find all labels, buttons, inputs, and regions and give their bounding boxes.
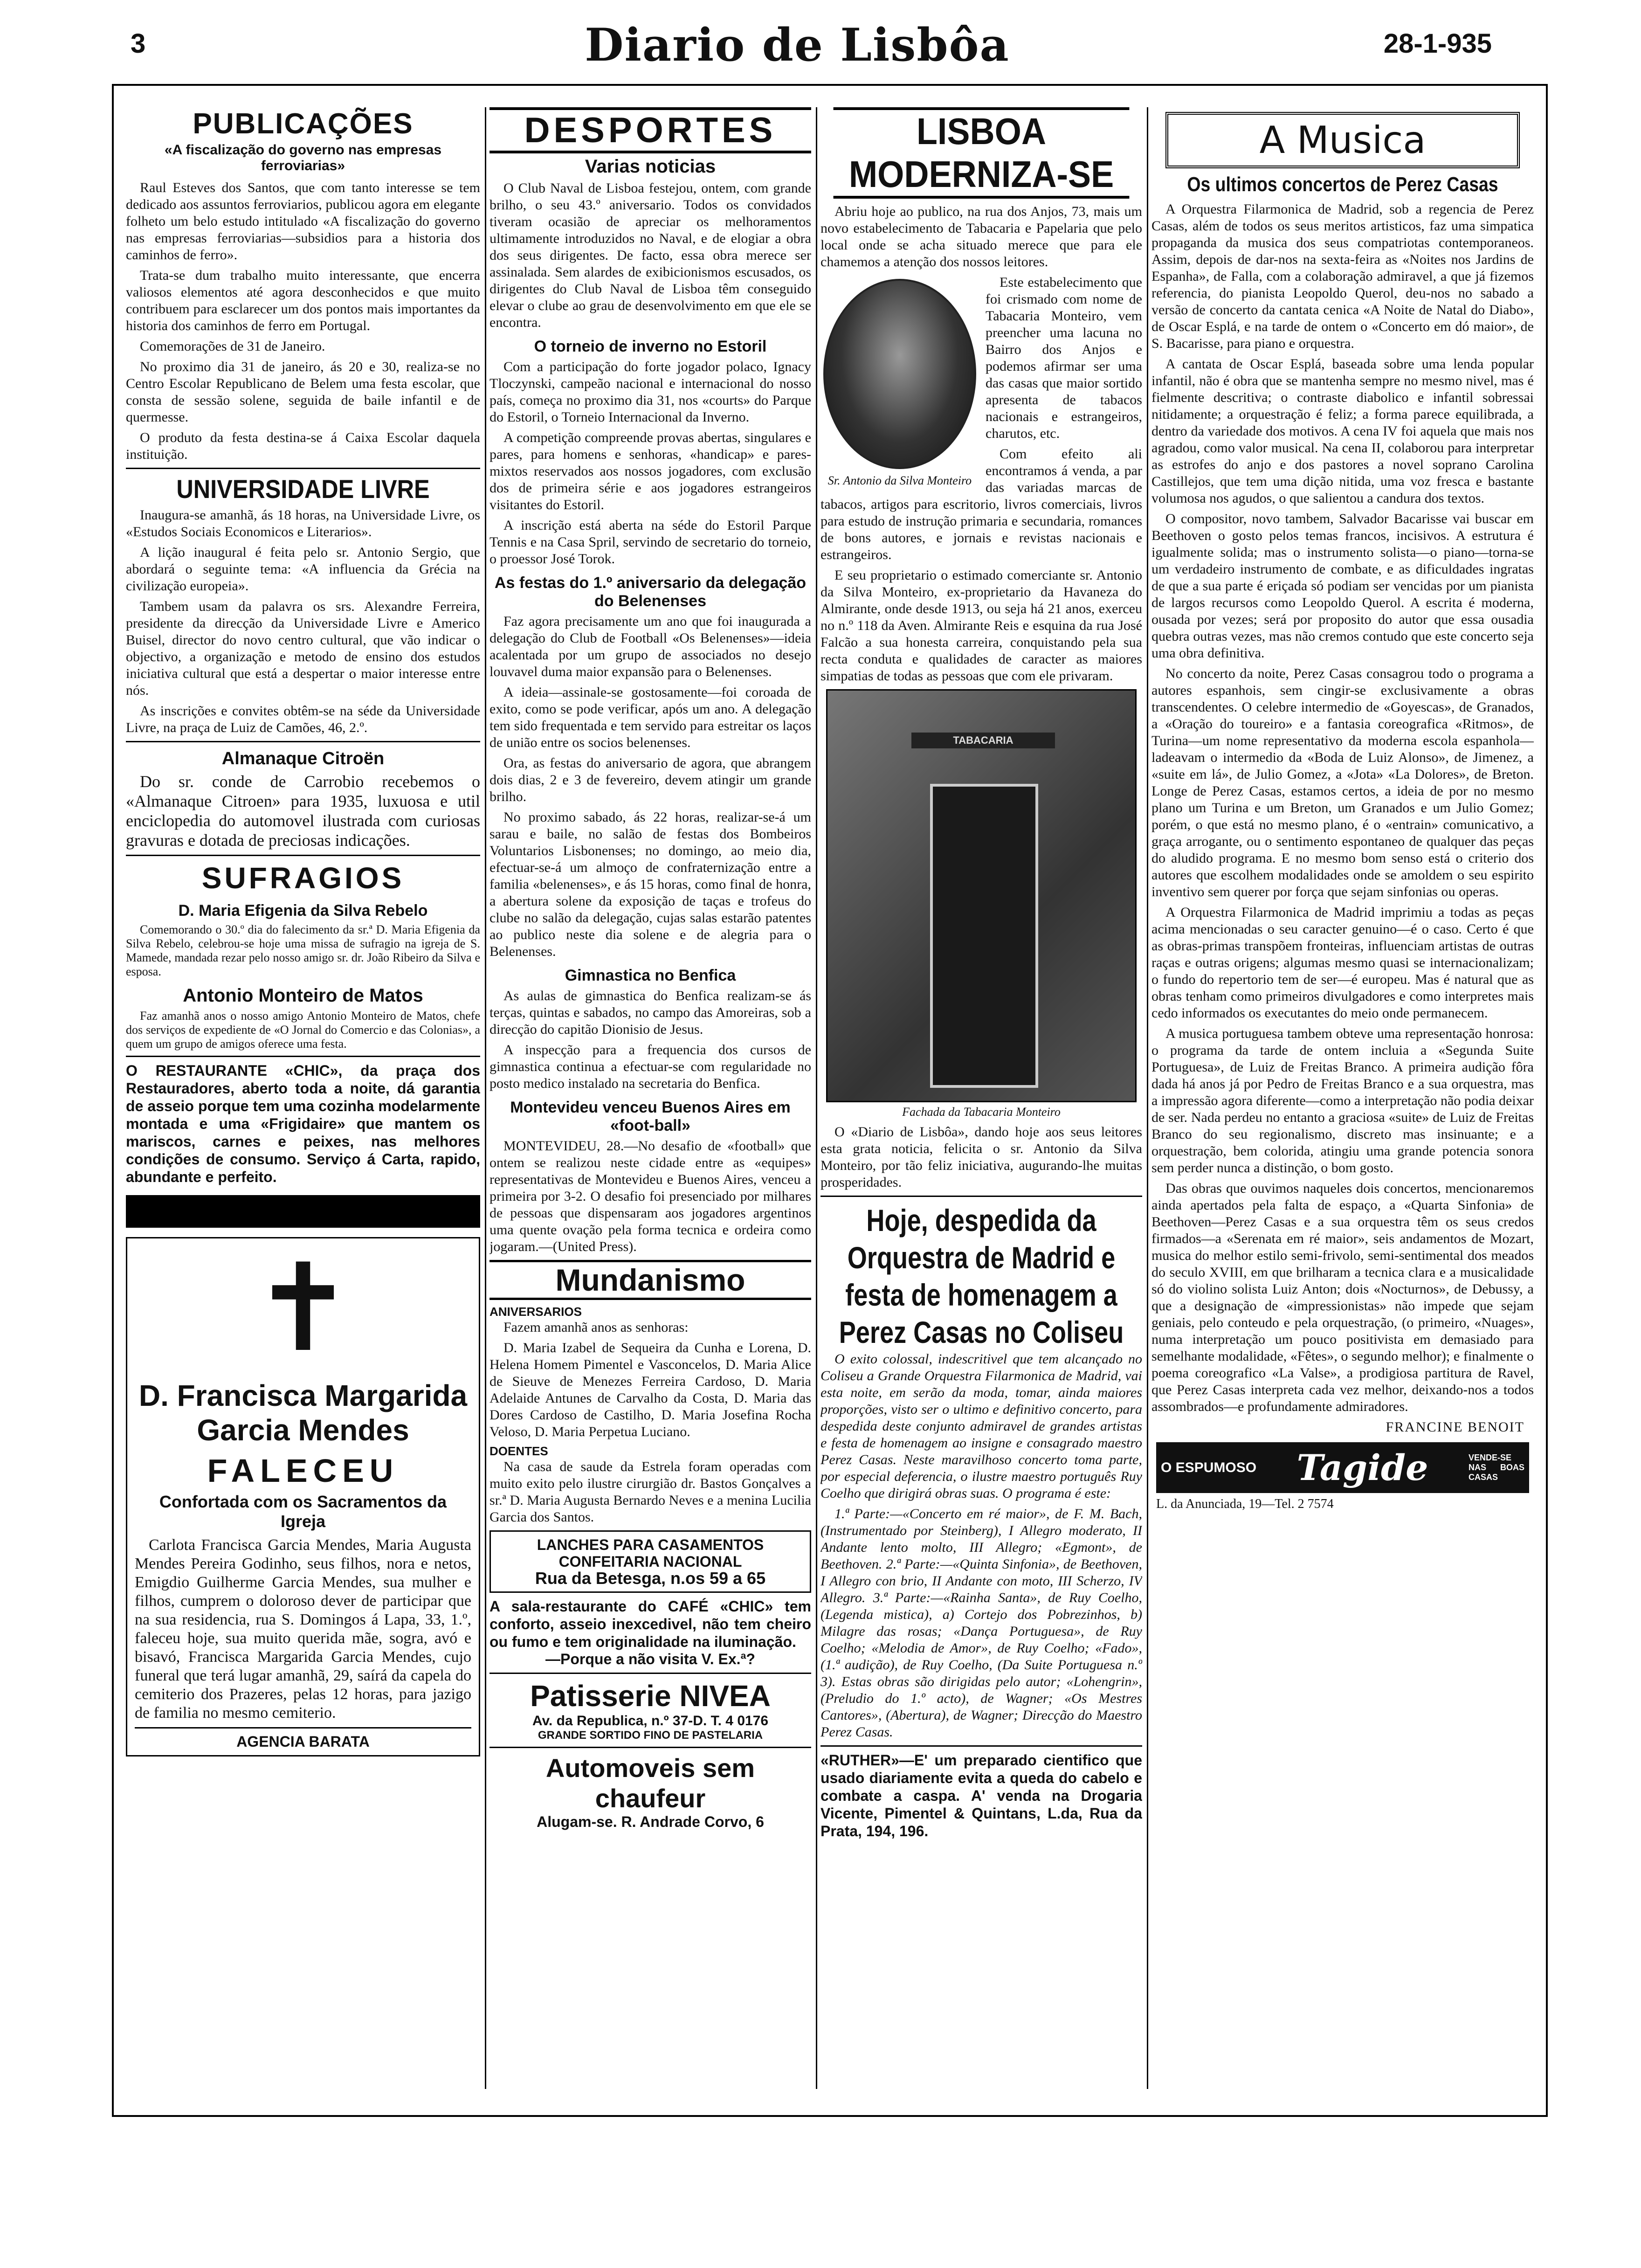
varias-title: Varias noticias <box>585 156 716 177</box>
paragraph: A musica portuguesa tambem obteve uma representação honrosa: o programa da tarde de ontem incluia a «Segunda Suite Portuguesa», de Luiz de Freitas Branco. A primeira audição fôra dada há anos já por Pedro de Freitas Branco e a sua orquestra, mas a impressão agora diferente—como a interpretação não podia deixar de ser. Nada perdeu no entanto a graciosa «suite» de Luiz de Freitas Branco do seu regionalismo, discreto mas insinuante; e a orquestração, bem colorida, atingiu uma grande potencia sonora sem perder nunca a distinção, o bom gosto. <box>1151 1026 1534 1175</box>
portrait-caption: Sr. Antonio da Silva Monteiro <box>827 474 972 487</box>
divider <box>490 1747 811 1748</box>
paragraph: MONTEVIDEU, 28.—No desafio de «football» que ontem se realizou neste cidade entre as «equipes» representativas de Montevideu e Buenos Aires, venceu a primeira por 3-2. O desafio foi presenciado por milhares de pessoas que dispensaram aos jogadores argentinos uma quente ovação pela forma tecnica e ordeira como jogaram.—(United Press). <box>490 1138 811 1254</box>
almanaque-text: Do sr. conde de Carrobio recebemos o «Almanaque Citroen» para 1935, luxuosa e util enciclopedia do automovel ilustrada com curiosas gravuras e dotada de preciosas indicações. <box>126 772 480 850</box>
musica-title-box <box>1165 112 1520 168</box>
paragraph: Comemorações de 31 de Janeiro. <box>140 339 325 354</box>
obituary-text: Carlota Francisca Garcia Mendes, Maria Augusta Mendes Pereira Godinho, seus filhos, nora e netos, Emigdio Guilherme Garcia Mendes, sua mulher e filhos, cumprem o doloroso dever de participar que na sua residencia, rua S. Domingos á Lapa, 33, 1.º, faleceu hoje, sua muito querida mãe, sogra, avó e bisavó, Francisca Margarida Garcia Mendes, cujo funeral que terá lugar amanhã, 29, saírá da capela do cemiterio dos Prazeres, pelas 12 horas, para jazigo de familia no mesmo cemiterio. <box>135 1536 471 1722</box>
paragraph: D. Maria Izabel de Sequeira da Cunha e Lorena, D. Helena Homem Pimentel e Vasconcelos, D. Maria Alice de Sieuve de Menezes Ferreira Cardoso, D. Maria Adelaide Antunes de Carvalho da Costa, D. Maria das Dores Cardoso de Castilho, D. Maria Josefina Rocha Veloso, D. Maria Perpetua Luciano. <box>490 1340 811 1439</box>
automoveis-address: Alugam-se. R. Andrade Corvo, 6 <box>537 1813 764 1830</box>
divider <box>126 741 480 742</box>
sufragios-text-2: Faz amanhã anos o nosso amigo Antonio Monteiro de Matos, chefe dos serviços de expediente de «O Jornal do Comercio e das Colonias», a quem um grupo de amigos oferece uma festa. <box>126 1009 480 1051</box>
sufragios-name-1: D. Maria Efigenia da Silva Rebelo <box>178 902 428 920</box>
cafe-chic-tagline: —Porque a não visita V. Ex.ª? <box>545 1651 755 1667</box>
column-rule <box>485 107 486 2089</box>
divider <box>820 1745 1142 1747</box>
tagide-address: L. da Anunciada, 19—Tel. 2 7574 <box>1156 1497 1334 1511</box>
divider <box>126 468 480 469</box>
section-title-publicacoes: PUBLICAÇÕES <box>193 108 414 140</box>
paragraph: O «Diario de Lisbôa», dando hoje aos seus leitores esta grata noticia, felicita o sr. Antonio da Silva Monteiro, por tão feliz iniciativa, augurando-lhe muitas prosperidades. <box>820 1124 1142 1190</box>
section-title-universidade: UNIVERSIDADE LIVRE <box>176 474 430 504</box>
orquestra-title: Hoje, despedida da Orquestra de Madrid e festa de homenagem a Perez Casas no Coliseu <box>839 1203 1124 1349</box>
paragraph: Com efeito ali encontramos á venda, a par das variadas marcas de tabacos, artigos para escritorio, livros comerciais, livros para estudo de instrução primaria e secundaria, romances de bons autores, e jornais e revistas nacionais e estrangeiros. <box>820 446 1142 562</box>
paragraph: A competição compreende provas abertas, singulares e pares, para homens e senhoras, «handicap» e pares-mixtos reservados aos nossos jogadores, com exclusão dos de primeira série e aos jogadores estrangeiros visitantes do Estoril. <box>490 430 811 512</box>
paragraph: A lição inaugural é feita pelo sr. Antonio Sergio, que abordará o seguinte tema: «A influencia da Grécia na civilização europeia». <box>126 545 480 594</box>
orquestra-text: O exito colossal, indescritivel que tem alcançado no Coliseu a Grande Orquestra Filarmonica de Madrid, vai esta noite, em serão da moda, tomar, ainda maiores proporções, visto ser o ultimo e definitivo concerto, para despedida deste conjunto admiravel de grandes artistas e festa de homenagem ao insigne e consagrado maestro Perez Casas. Neste maravilhoso concerto toma parte, por especial deferencia, o ilustre maestro português Ruy Coelho que dirigirá obras suas. O programa é este: <box>820 1351 1142 1501</box>
paragraph: A inscrição está aberta na séde do Estoril Parque Tennis e na Casa Spril, servindo de secretario do torneio, o proessor José Torok. <box>490 518 811 567</box>
tagide-tagline: VENDE-SE NAS BOAS CASAS <box>1469 1453 1524 1482</box>
paragraph: No proximo sabado, ás 22 horas, realizar-se-á um sarau e baile, no salão de festas dos Bombeiros Voluntarios Lisbonenses; no domingo, ao meio dia, efectuar-se-á um almoço de confraternização entre a familia «belenenses», e ás 15 horas, como final de honra, a abertura solene da exposição de taças e trofeus do clube no salão da delegação, cujas salas estarão patentes ao publico neste dia solene e de alegria para o Belenenses. <box>490 809 811 959</box>
paragraph: As aulas de gimnastica do Benfica realizam-se ás terças, quintas e sabados, no campo das Amoreiras, sob a direcção do capitão Dionisio de Jesus. <box>490 988 811 1037</box>
facade-photo <box>826 689 1137 1102</box>
musica-subtitle: Os ultimos concertos de Perez Casas <box>1187 173 1498 196</box>
festas-title: As festas do 1.º aniversario da delegação do Belenenses <box>494 574 807 610</box>
paragraph: No proximo dia 31 de janeiro, ás 20 e 30, realiza-se no Centro Escolar Republicano de Belem uma festa escolar, que consta de sessão solene, seguida de baile infantil e de quermesse. <box>126 359 480 425</box>
torneio-title: O torneio de inverno no Estoril <box>534 338 767 355</box>
paragraph: Abriu hoje ao publico, na rua dos Anjos, 73, mais um novo estabelecimento de Tabacaria e Papelaria que pelo local onde se acha situado merece que para ele chamemos a atenção dos nossos leitores. <box>820 204 1142 270</box>
divider <box>126 1056 480 1057</box>
facade-doorway <box>930 784 1038 1088</box>
column-4 <box>1151 107 1534 2094</box>
obituary-name: D. Francisca Margarida Garcia Mendes <box>138 1379 468 1447</box>
portrait-photo <box>823 279 976 469</box>
sufragios-title: SUFRAGIOS <box>201 861 405 895</box>
paragraph: O Club Naval de Lisboa festejou, ontem, com grande brilho, o seu 43.º aniversario. Todos os convidados tiveram ocasião de apreciar os melhoramentos ultimamente introduzidos no Naval, e de elogiar a obra dos seus dirigentes. De facto, essa obra merece ser assinalada. Sem alardes de exibicionismos escusados, os dirigentes do Club Naval de Lisboa têm conseguido elevar o clube ao grau de desenvolvimento em que ele se encontra. <box>490 180 811 330</box>
portrait-block <box>820 274 979 488</box>
obituary-agency: AGENCIA BARATA <box>236 1733 370 1750</box>
paragraph: Tambem usam da palavra os srs. Alexandre Ferreira, presidente da direcção da Universidade Livre e Americo Buisel, director do novo centro cultural, que vão indicar o objectivo, a organização e metodo de ensino dos estudos iniciativa cultural que está a despertar o maior interesse entre nós. <box>126 599 480 698</box>
sufragios-name-2: Antonio Monteiro de Matos <box>183 985 423 1006</box>
publicacoes-subtitle: «A fiscalização do governo nas empresas ferroviarias» <box>164 142 442 173</box>
column-rule <box>816 107 817 2089</box>
tagide-ad <box>1156 1442 1529 1493</box>
paragraph: E seu proprietario o estimado comerciante sr. Antonio da Silva Monteiro, ex-proprietario da Havaneza do Almirante, onde desde 1913, ou seja há 21 anos, exerceu no n.º 118 da Aven. Almirante Reis e esquina da rua José Falcão a sua honesta carreira, conquistando pela sua recta conduta e qualidades de caracter as maiores simpatias de todas as pessoas que com ele privaram. <box>820 567 1142 684</box>
paragraph: Com a participação do forte jogador polaco, Ignacy Tloczynski, campeão nacional e internacional do nosso país, começa no proximo dia 31, nos «courts» do Parque do Estoril, o Torneio Internacional da Inverno. <box>490 359 811 425</box>
page-number: 3 <box>131 28 146 59</box>
obituary <box>126 1237 480 1756</box>
almanaque-title: Almanaque Citroën <box>221 749 385 768</box>
facade-sign: TABACARIA <box>911 733 1055 748</box>
lisboa-title: LISBOA MODERNIZA-SE <box>834 107 1130 199</box>
paragraph: No concerto da noite, Perez Casas consagrou todo o programa a autores espanhois, sem cingir-se exclusivamente a obras transcendentes. O celebre intermedio de «Goyescas», de Granados, a «Oração do toureiro» e a fantasia coreografica «Ritmos», de Turina—um nome representativo da moderna escola espanhola—ladeavam o intermedio da «Boda de Luiz Alonso», de Jimenez, a «suite em lá», de Julio Gomez, a «Jota» «La Dolores», de Breton. Longe de Perez Casas, estamos certos, a ideia de por no mesmo plano um Turina e um Breton, um Granados e um Julio Gomez; porém, o que está no mesmo plano, é o «entrain» comunicativo, a graça arrogante, ou o sentimento espontaneo de qualquer das peças do aludido programa. E no mesmo bom senso está o criterio dos autores que escolhem modalidades onde se amoldem o seu espirito inventivo sem querer por força que sejam sinfonias ou operas. <box>1151 666 1534 899</box>
cross-icon: ✝ <box>252 1238 354 1379</box>
divider <box>135 1727 471 1729</box>
issue-date: 28-1-935 <box>1383 28 1492 59</box>
nivea-address: Av. da Republica, n.º 37-D. T. 4 0176 <box>532 1713 769 1729</box>
paragraph: Das obras que ouvimos naqueles dois concertos, mencionaremos ainda apertados pela falta de espaço, a «Quarta Sinfonia» de Beethoven—Perez Casas e a sua orquestra têm os seus credos firmados—a «Serenata em ré maior», seis andamentos de Mozart, musica do melhor estilo semi-frivolo, semi-sentimental dos meados do seculo XVIII, em que brilharam a tecnica clara e a musicalidade só do violino solista Luiz Anton; dois «Nocturnos», de Debussy, a que a designação de «impressionistas» não impede que sejam geniais, pelo conteudo e pela orquestração, (o primeiro, «Nuages», numa interpretação um pouco positivista em demasiado para semelhante modalidade, «Fêtes», o segundo melhor); e finalmente o poema coreografico «La Valse», a prodigiosa partitura de Ravel, que Perez Casas interpreta cada vez melhor, deixando-nos a todos assombrados—e profundamente admiradores. <box>1151 1181 1534 1414</box>
mundanismo-title: Mundanismo <box>490 1260 811 1300</box>
column-rule <box>1147 107 1148 2089</box>
paragraph: Trata-se dum trabalho muito interessante, que encerra valiosos elementos até agora desconhecidos e que muito contribuem para esclarecer um dos pontos mais importantes da historia dos caminhos de ferro em Portugal. <box>126 268 480 333</box>
column-1 <box>126 107 480 2094</box>
column-2 <box>490 107 811 2094</box>
black-bar <box>126 1195 480 1228</box>
paragraph: O compositor, novo tambem, Salvador Bacarisse vai buscar em Beethoven o gosto pelos temas francos, incisivos. A estrutura é igualmente solida; mas o instrumento solista—o piano—torna-se um verdadeiro instrumento de combate, e as dificuldades ingratas de que a sua parte é eriçada só podiam ser vencidas por um pianista de largos recursos como Leopoldo Querol. A escrita é moderna, ousada por vezes; será por proposito do autor que essa ousadia quebra outras vezes, mas não cremos contudo que este concerto seja uma obra definitiva. <box>1151 511 1534 661</box>
tagide-espumoso: O ESPUMOSO <box>1161 1459 1257 1475</box>
facade-caption: Fachada da Tabacaria Monteiro <box>902 1105 1061 1119</box>
paragraph: Este estabelecimento que foi crismado com nome de Tabacaria Monteiro, vem preencher uma lacuna no Bairro dos Anjos e podemos afirmar ser uma das casas que maior sortido apresenta de tabacos nacionais e estrangeiros, charutos, etc. <box>986 275 1142 441</box>
paragraph: Faz agora precisamente um ano que foi inaugurada a delegação do Club de Football «Os Belenenses»—ideia acalentada por um grupo de associados no desejo louvavel duma maior expansão para o Belenenses. <box>490 614 811 679</box>
divider <box>490 1673 811 1674</box>
musica-signature: FRANCINE BENOIT <box>1386 1419 1524 1435</box>
paragraph: As inscrições e convites obtêm-se na séde da Universidade Livre, na praça de Luiz de Camões, 46, 2.º. <box>126 703 480 735</box>
lanches-ad <box>490 1530 811 1593</box>
montevideu-title: Montevideu venceu Buenos Aires em «foot-ball» <box>510 1099 791 1134</box>
paragraph: Ora, as festas do aniversario de agora, que abrangem dois dias, 2 e 3 de fevereiro, devem atingir um grande brilho. <box>490 755 811 804</box>
restaurante-chic-ad: O RESTAURANTE «CHIC», da praça dos Restauradores, aberto toda a noite, dá garantia de asseio porque tem uma cozinha modelarmente montada e uma «Frigidaire» que mantem os mariscos, carnes e peixes, nas melhores condições de consumo. Serviço á Carta, rapido, abundante e perfeito. <box>126 1062 480 1185</box>
lanches-line-3: Rua da Betesga, n.os 59 a 65 <box>535 1569 766 1588</box>
paragraph: O produto da festa destina-se á Caixa Escolar daquela instituição. <box>126 430 480 462</box>
facade-block <box>820 689 1142 1119</box>
divider <box>820 1196 1142 1197</box>
divider <box>126 855 480 856</box>
column-3 <box>820 107 1142 2094</box>
tagide-logo: Tagide <box>1296 1447 1428 1488</box>
paragraph: Raul Esteves dos Santos, que com tanto interesse se tem dedicado aos assuntos ferroviarios, publicou agora em elegante folheto um belo estudo intitulado «A fiscalização do governo nas empresas ferroviarias—subsidios para a historia dos caminhos de ferro». <box>126 180 480 263</box>
automoveis-title: Automoveis sem chaufeur <box>545 1753 755 1813</box>
nivea-tagline: GRANDE SORTIDO FINO DE PASTELARIA <box>538 1729 763 1742</box>
musica-title: A Musica <box>1259 118 1426 162</box>
paragraph: Inaugura-se amanhã, ás 18 horas, na Universidade Livre, os «Estudos Sociais Economicos e Literarios». <box>126 507 480 539</box>
obituary-confortada: Confortada com os Sacramentos da Igreja <box>159 1492 447 1531</box>
sufragios-text-1: Comemorando o 30.º dia do falecimento da sr.ª D. Maria Efigenia da Silva Rebelo, celebrou-se hoje uma missa de sufragio na igreja de S. Mamede, mandada rezar pelo nosso amigo sr. dr. João Ribeiro da Silva e esposa. <box>126 923 480 978</box>
paragraph: A cantata de Oscar Esplá, baseada sobre uma lenda popular infantil, não é obra que se mantenha sempre no mesmo nivel, mas é fielmente descritiva; o contraste diabolico e infantil sobressai nitidamente; a orquestração é feliz; a forma parece equilibrada, a dentro da variedade dos motivos. A cena IV foi aquela que mais nos agradou, como valor musical. Na cena II, colaborou para interpretar as estrofes do anjo e dos pastores a novel soprano Carolina Castillejos, que tem uma dição nitida, uma voz fresca e bastante volumosa nos agudos, o que salientou a candura dos textos. <box>1151 356 1534 506</box>
ruther-ad: «RUTHER»—E' um preparado cientifico que usado diariamente evita a queda do cabelo e combate a caspa. A' venda na Drogaria Vicente, Pimentel & Quintans, L.da, Rua da Prata, 194, 196. <box>820 1752 1142 1839</box>
desportes-title: DESPORTES <box>490 107 811 153</box>
paragraph: A inspecção para a frequencia dos cursos de gimnastica continua a efectuar-se com regularidade no posto medico instalado na secretaria do Benfica. <box>490 1042 811 1091</box>
obituary-faleceu: FALECEU <box>207 1452 399 1489</box>
masthead: Diario de Lisbôa <box>585 19 1010 71</box>
cafe-chic-ad: A sala-restaurante do CAFÉ «CHIC» tem conforto, asseio inexcedivel, não tem cheiro ou fumo e tem originalidade na iluminação. <box>490 1598 811 1650</box>
paragraph: A Orquestra Filarmonica de Madrid imprimiu a todas as peças acima mencionadas o seu caracter genuino—é o caso. Certo é que as obras-primas transpõem fronteiras, influenciam artistas de outras raças e outras origens; algumas mesmo quasi se internacionalizam; o fundo do repertorio tem de ser—é europeu. Mas é natural que as obras tenham como primeiros divulgadores e como interpretes mais cedo informados os executantes do meio onde permanecem. <box>1151 905 1534 1021</box>
aniversarios-label: ANIVERSARIOS <box>490 1305 582 1319</box>
nivea-title: Patisserie NIVEA <box>530 1679 771 1713</box>
paragraph: A ideia—assinale-se gostosamente—foi coroada de exito, como se pode verificar, após um ano. A delegação tem sido frequentada e tem servido para estreitar os laços de união entre os socios belenenses. <box>490 685 811 750</box>
orquestra-programa: 1.ª Parte:—«Concerto em ré maior», de F. M. Bach, (Instrumentado por Steinberg), I Allegro moderato, II Andante lento molto, III Allegro; «Egmont», de Beethoven. 2.ª Parte:—«Quinta Sinfonia», de Beethoven, I Allegro con brio, II Andante con moto, III Scherzo, IV Allegro. 3.ª Parte:—«Rainha Santa», de Ruy Coelho, (Legenda mistica), a) Cortejo dos Pobrezinhos, b) Milagre das rosas; «Dança Portuguesa», de Ruy Coelho; «Melodia de Amor», de Ruy Coelho; «Fado», (1.ª audição), de Ruy Coelho, (Da Suite Portuguesa n.º 3). Estas obras são dirigidas pelo autor; «Lohengrin», (Preludio do 1.º acto), de Wagner; «Os Mestres Cantores», (Abertura), de Wagner; Direcção do Maestro Perez Casas. <box>820 1506 1142 1740</box>
paragraph: Na casa de saude da Estrela foram operadas com muito exito pelo ilustre cirurgião dr. Bastos Gonçalves a sr.ª D. Maria Augusta Bernardo Neves e a menina Lucilia Garcia dos Santos. <box>490 1459 811 1525</box>
doentes-label: DOENTES <box>490 1444 548 1458</box>
paragraph: Fazem amanhã anos as senhoras: <box>503 1320 689 1335</box>
lanches-line-1: LANCHES PARA CASAMENTOS <box>537 1536 764 1553</box>
gimnastica-title: Gimnastica no Benfica <box>565 967 736 984</box>
paragraph: A Orquestra Filarmonica de Madrid, sob a regencia de Perez Casas, além de todos os seus meritos artisticos, faz uma simpatica propaganda da musica dos seus compatriotas contemporaneos. Assim, depois de dar-nos na sexta-feira as «Noites nos Jardins de Espanha», de Falla, com a colaboração admiravel, a que já fizemos referencia, do pianista Leopoldo Querol, deu-nos no sabado a versão de concerto da cantata cenica «A Noite de Natal do Diabo», de Oscar Esplá, e na tarde de ontem o «Concerto em dó maior», de S. Bacarisse, para piano e orquestra. <box>1151 201 1534 351</box>
lanches-line-2: CONFEITARIA NACIONAL <box>558 1553 742 1570</box>
